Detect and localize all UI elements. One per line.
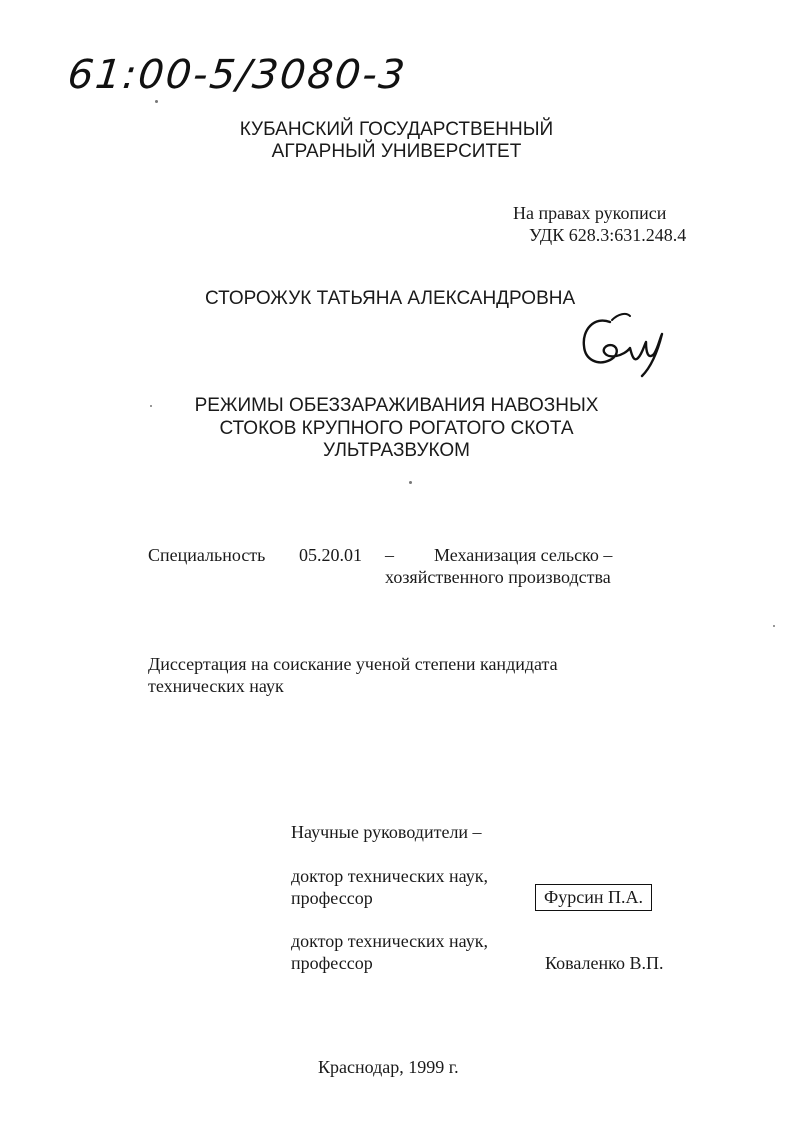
dissertation-line-1: Диссертация на соискание ученой степени кандидата xyxy=(148,654,558,674)
specialty-name-line-2: хозяйственного производства xyxy=(385,567,611,587)
supervisor-2-rank: профессор xyxy=(291,953,373,973)
author-name: СТОРОЖУК ТАТЬЯНА АЛЕКСАНДРОВНА xyxy=(205,288,576,309)
scan-speck xyxy=(773,625,775,627)
title-line-2: СТОКОВ КРУПНОГО РОГАТОГО СКОТА xyxy=(219,418,574,439)
supervisor-2-degree: доктор технических наук, xyxy=(291,931,488,951)
supervisor-1-rank: профессор xyxy=(291,888,373,908)
udc-code: УДК 628.3:631.248.4 xyxy=(529,225,687,245)
supervisor-1-name: Фурсин П.А. xyxy=(535,884,652,911)
supervisor-1-degree: доктор технических наук, xyxy=(291,866,488,886)
title-line-1: РЕЖИМЫ ОБЕЗЗАРАЖИВАНИЯ НАВОЗНЫХ xyxy=(194,395,599,416)
specialty-label: Специальность xyxy=(148,545,266,565)
signature-image xyxy=(572,308,672,380)
scan-speck xyxy=(155,100,158,103)
archive-code: 61:00-5/3080-3 xyxy=(65,52,409,98)
specialty-name-line-1: Механизация сельско – xyxy=(434,545,613,565)
dissertation-line-2: технических наук xyxy=(148,676,284,696)
supervisor-2-name: Коваленко В.П. xyxy=(545,953,664,973)
specialty-code: 05.20.01 xyxy=(299,545,362,565)
manuscript-rights: На правах рукописи xyxy=(513,203,667,223)
specialty-dash: – xyxy=(385,545,394,565)
university-line-2: АГРАРНЫЙ УНИВЕРСИТЕТ xyxy=(271,141,522,162)
title-line-3: УЛЬТРАЗВУКОМ xyxy=(323,440,470,461)
supervisors-heading: Научные руководители – xyxy=(291,822,482,842)
university-line-1: КУБАНСКИЙ ГОСУДАРСТВЕННЫЙ xyxy=(239,119,554,140)
city-year: Краснодар, 1999 г. xyxy=(318,1057,459,1077)
scan-speck xyxy=(150,405,152,407)
scan-speck xyxy=(409,481,412,484)
